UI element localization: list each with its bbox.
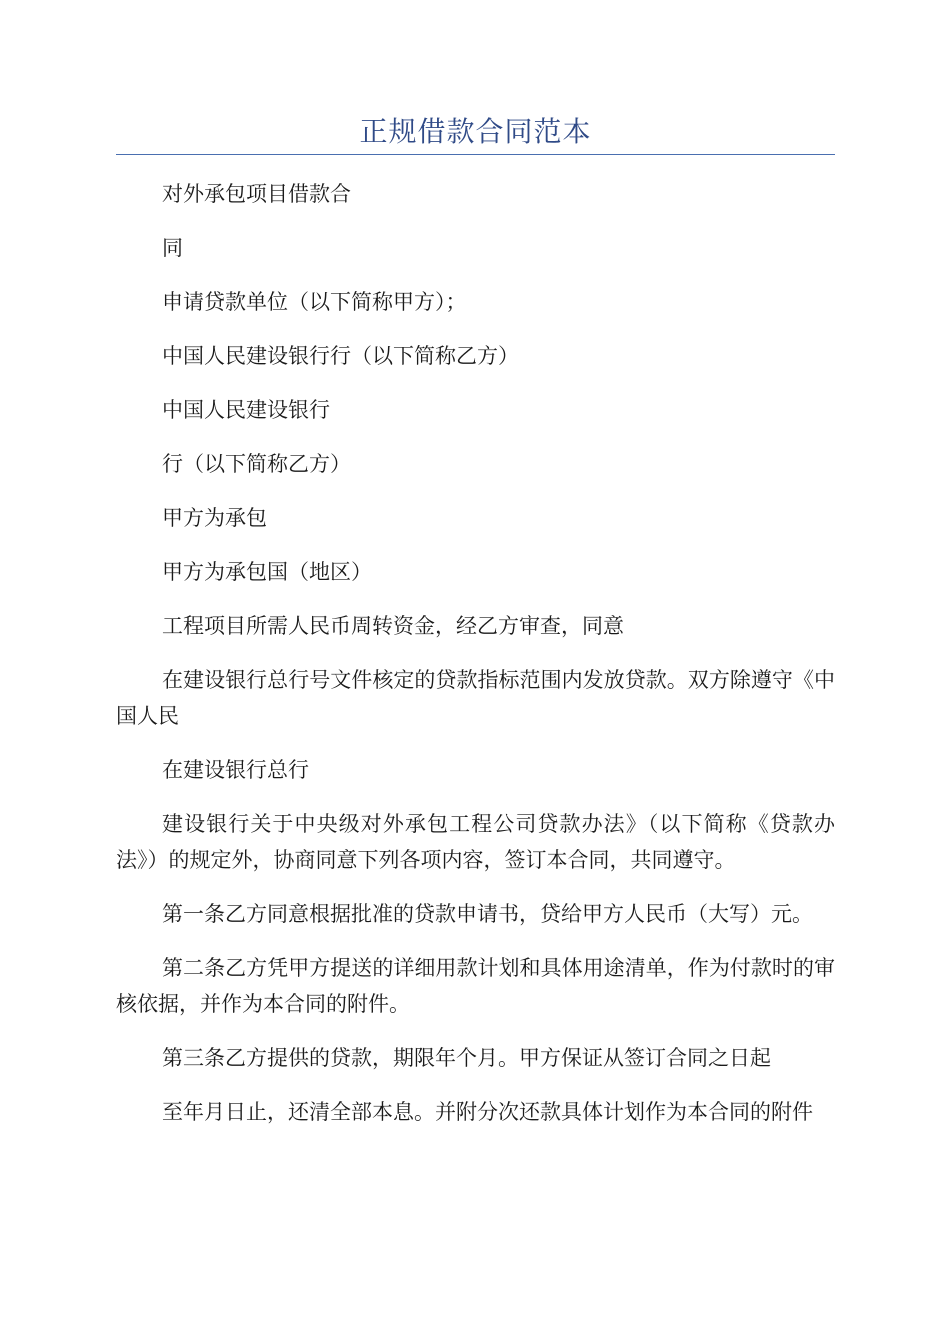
paragraph: 中国人民建设银行行（以下简称乙方） [162, 344, 519, 368]
paragraph: 第二条乙方凭甲方提送的详细用款计划和具体用途清单，作为付款时的审核依据，并作为本合同的附件。 [116, 956, 835, 1016]
paragraph: 申请贷款单位（以下简称甲方）； [162, 290, 467, 314]
paragraph: 行（以下简称乙方） [162, 452, 351, 476]
paragraph: 第一条乙方同意根据批准的贷款申请书，贷给甲方人民币（大写）元。 [162, 902, 813, 926]
title-underline [116, 154, 835, 155]
paragraph: 在建设银行总行号文件核定的贷款指标范围内发放贷款。双方除遵守《中国人民 [116, 668, 835, 728]
paragraph: 对外承包项目借款合 [162, 182, 351, 206]
paragraph: 第三条乙方提供的贷款，期限年个月。甲方保证从签订合同之日起 [162, 1046, 771, 1070]
paragraph: 工程项目所需人民币周转资金，经乙方审查，同意 [162, 614, 624, 638]
paragraph: 甲方为承包 [162, 506, 267, 530]
paragraph: 甲方为承包国（地区） [162, 560, 372, 584]
paragraph: 建设银行关于中央级对外承包工程公司贷款办法》（以下简称《贷款办法》）的规定外，协商同意下列各项内容，签订本合同，共同遵守。 [116, 812, 835, 872]
document-body [116, 176, 835, 1148]
paragraph: 中国人民建设银行 [162, 398, 330, 422]
document-title: 正规借款合同范本 [359, 115, 592, 148]
paragraph: 同 [162, 236, 183, 260]
paragraph: 至年月日止，还清全部本息。并附分次还款具体计划作为本合同的附件 [162, 1100, 813, 1124]
paragraph: 在建设银行总行 [162, 758, 309, 782]
